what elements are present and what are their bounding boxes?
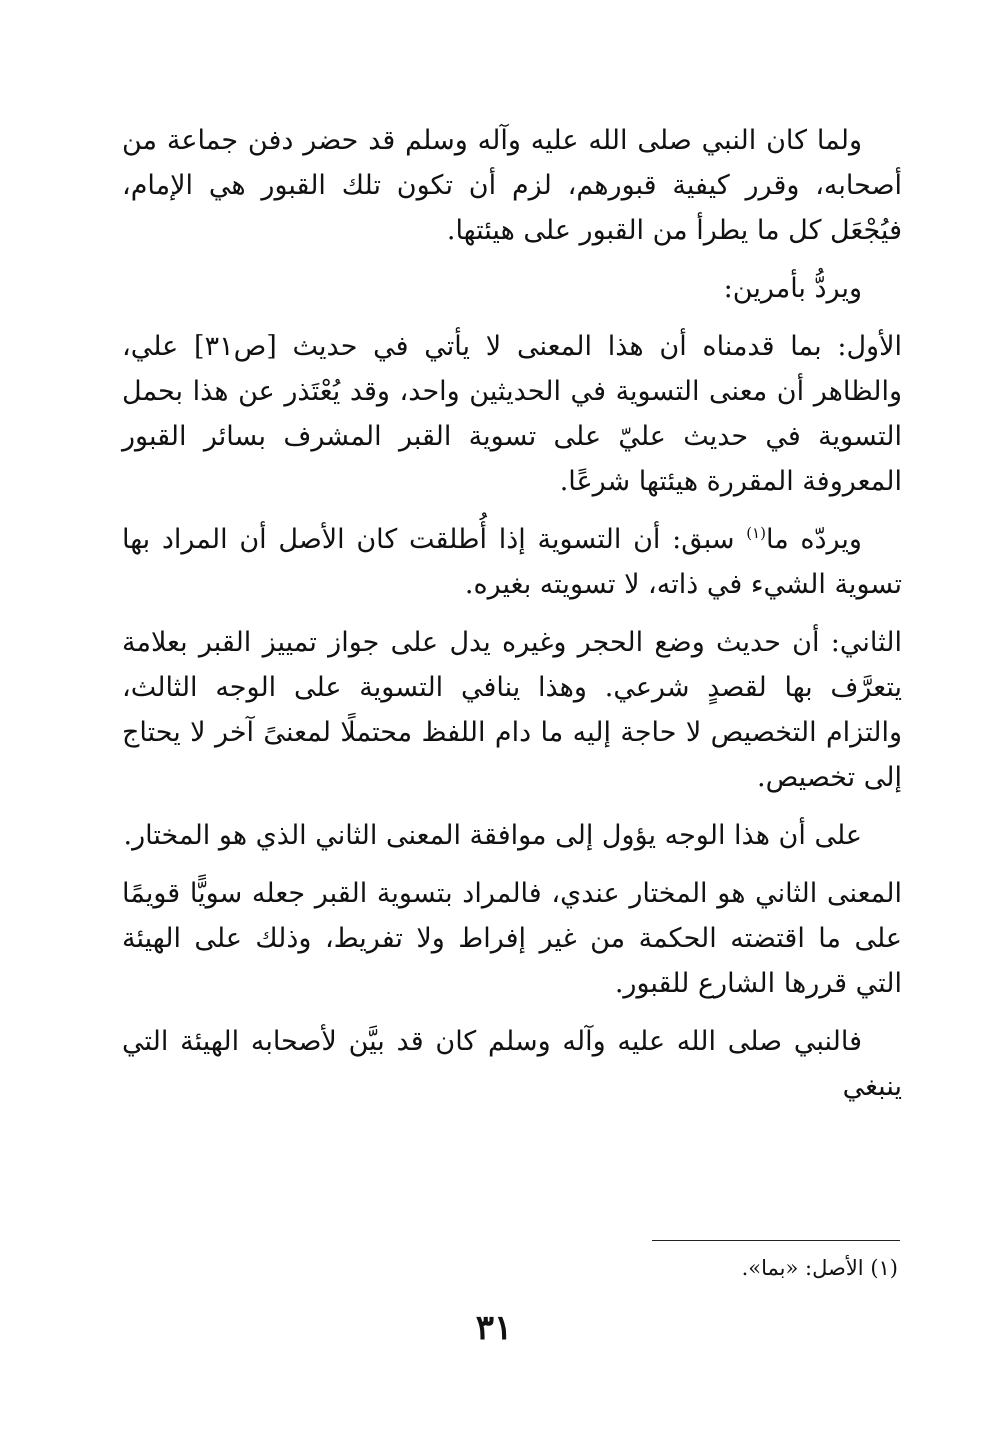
paragraph-4-text: سبق: أن التسوية إذا أُطلقت كان الأصل أن المراد بها تسوية الشيء في ذاته، لا تسويته بغيره. (122, 524, 902, 600)
paragraph-8: فالنبي صلى الله عليه وآله وسلم كان قد بيَّن لأصحابه الهيئة التي ينبغي (122, 1026, 902, 1102)
paragraph-5: الثاني: أن حديث وضع الحجر وغيره يدل على جواز تمييز القبر بعلامة يتعرَّف بها لقصدٍ شرعي. وهذا ينافي التسوية على الوجه الثالث، والتزام التخصيص لا حاجة إليه ما دام اللفظ محتملًا لمعنىً آخر لا يحتاج إلى تخصيص. (122, 627, 902, 793)
paragraph-3: الأول: بما قدمناه أن هذا المعنى لا يأتي في حديث [ص٣١] علي، والظاهر أن معنى التسوية في الحديثين واحد، وقد يُعْتَذر عن هذا بحمل التسوية في حديث عليّ على تسوية القبر المشرف بسائر القبور المعروفة المقررة هيئتها شرعًا. (122, 331, 902, 497)
paragraph-7: المعنى الثاني هو المختار عندي، فالمراد بتسوية القبر جعله سويًّا قويمًا على ما اقتضته الحكمة من غير إفراط ولا تفريط، وذلك على الهيئة التي قررها الشارع للقبور. (122, 878, 902, 999)
paragraph-4 (122, 517, 902, 607)
paragraph-6: على أن هذا الوجه يؤول إلى موافقة المعنى الثاني الذي هو المختار. (123, 820, 862, 851)
body-text (122, 118, 902, 1122)
page-number: ٣١ (475, 1308, 513, 1348)
footnote: (١) الأصل: «بما». (741, 1256, 898, 1280)
paragraph-4-prefix: ويردّه ما (765, 524, 862, 555)
footnote-marker: (١) (746, 524, 766, 542)
paragraph-2: ويردُّ بأمرين: (723, 273, 862, 304)
footnote-separator (652, 1240, 900, 1241)
paragraph-1: ولما كان النبي صلى الله عليه وآله وسلم قد حضر دفن جماعة من أصحابه، وقرر كيفية قبورهم، لزم أن تكون تلك القبور هي الإمام، فيُجْعَل كل ما يطرأ من القبور على هيئتها. (122, 125, 902, 246)
